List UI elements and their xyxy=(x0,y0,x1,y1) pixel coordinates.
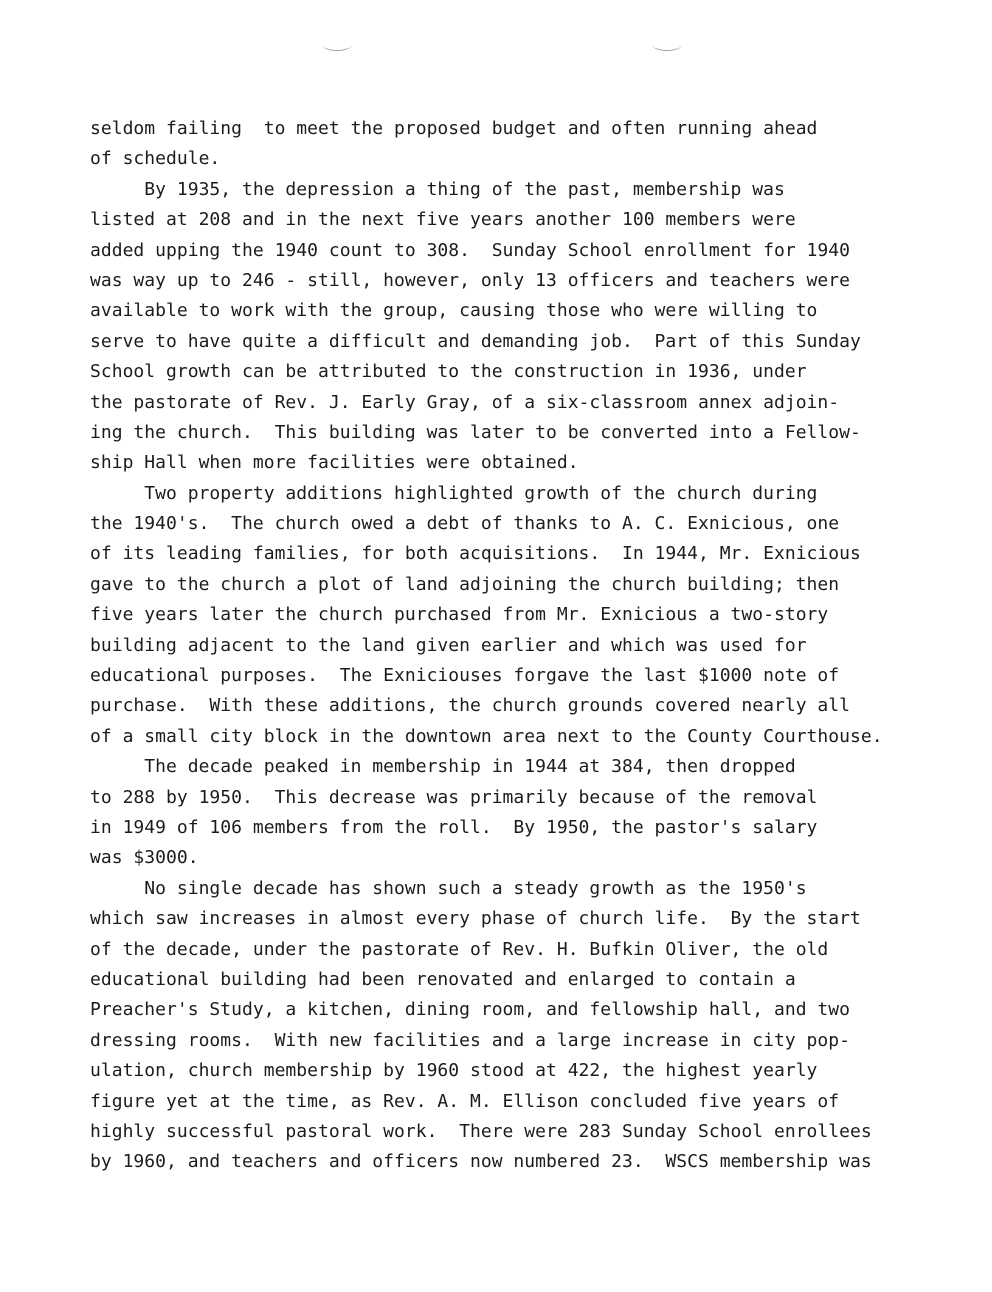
text-line: the pastorate of Rev. J. Early Gray, of a six-classroom annex adjoin- xyxy=(90,391,840,413)
binder-hole-mark-right xyxy=(652,38,682,51)
text-line: Preacher's Study, a kitchen, dining room, and fellowship hall, and two xyxy=(90,999,850,1021)
text-line: School growth can be attributed to the construction in 1936, under xyxy=(90,361,807,383)
text-line: No single decade has shown such a steady growth as the 1950's xyxy=(90,877,807,899)
text-line: added upping the 1940 count to 308. Sunday School enrollment for 1940 xyxy=(90,239,850,261)
binder-hole-mark-left xyxy=(322,38,352,51)
text-line: By 1935, the depression a thing of the past, membership was xyxy=(90,178,785,200)
text-line: seldom failing to meet the proposed budget and often running ahead xyxy=(90,118,818,139)
text-line: was way up to 246 - still, however, only 13 officers and teachers were xyxy=(90,269,850,291)
text-line: which saw increases in almost every phase of church life. By the start xyxy=(90,908,861,930)
text-line: educational building had been renovated and enlarged to contain a xyxy=(90,968,796,990)
text-line: gave to the church a plot of land adjoining the church building; then xyxy=(90,573,840,595)
text-line: of a small city block in the downtown area next to the County Courthouse. xyxy=(90,725,883,747)
text-line: dressing rooms. With new facilities and a large increase in city pop- xyxy=(90,1029,850,1051)
text-line: purchase. With these additions, the church grounds covered nearly all xyxy=(90,695,850,717)
text-line: educational purposes. The Exniciouses forgave the last $1000 note of xyxy=(90,665,840,687)
text-line: Two property additions highlighted growth of the church during xyxy=(90,482,818,504)
text-line: of schedule. xyxy=(90,148,221,170)
text-line: of its leading families, for both acquisitions. In 1944, Mr. Exnicious xyxy=(90,543,861,565)
text-line: by 1960, and teachers and officers now numbered 23. WSCS membership was xyxy=(90,1151,872,1173)
text-line: to 288 by 1950. This decrease was primarily because of the removal xyxy=(90,786,818,808)
text-line: was $3000. xyxy=(90,847,199,869)
text-line: of the decade, under the pastorate of Rev. H. Bufkin Oliver, the old xyxy=(90,938,829,960)
text-line: in 1949 of 106 members from the roll. By 1950, the pastor's salary xyxy=(90,816,818,838)
text-line: five years later the church purchased from Mr. Exnicious a two-story xyxy=(90,604,829,626)
text-line: the 1940's. The church owed a debt of thanks to A. C. Exnicious, one xyxy=(90,513,840,535)
text-line: ulation, church membership by 1960 stood at 422, the highest yearly xyxy=(90,1060,818,1082)
text-line: building adjacent to the land given earlier and which was used for xyxy=(90,634,807,656)
text-line: figure yet at the time, as Rev. A. M. Ellison concluded five years of xyxy=(90,1090,840,1112)
typed-text-body xyxy=(90,114,985,1178)
text-line: The decade peaked in membership in 1944 at 384, then dropped xyxy=(90,756,796,778)
text-line: available to work with the group, causing those who were willing to xyxy=(90,300,818,322)
text-line: listed at 208 and in the next five years another 100 members were xyxy=(90,209,796,231)
text-line: ing the church. This building was later to be converted into a Fellow- xyxy=(90,421,861,443)
text-line: ship Hall when more facilities were obtained. xyxy=(90,452,579,474)
text-line: highly successful pastoral work. There were 283 Sunday School enrollees xyxy=(90,1120,872,1142)
text-line: serve to have quite a difficult and demanding job. Part of this Sunday xyxy=(90,330,861,352)
